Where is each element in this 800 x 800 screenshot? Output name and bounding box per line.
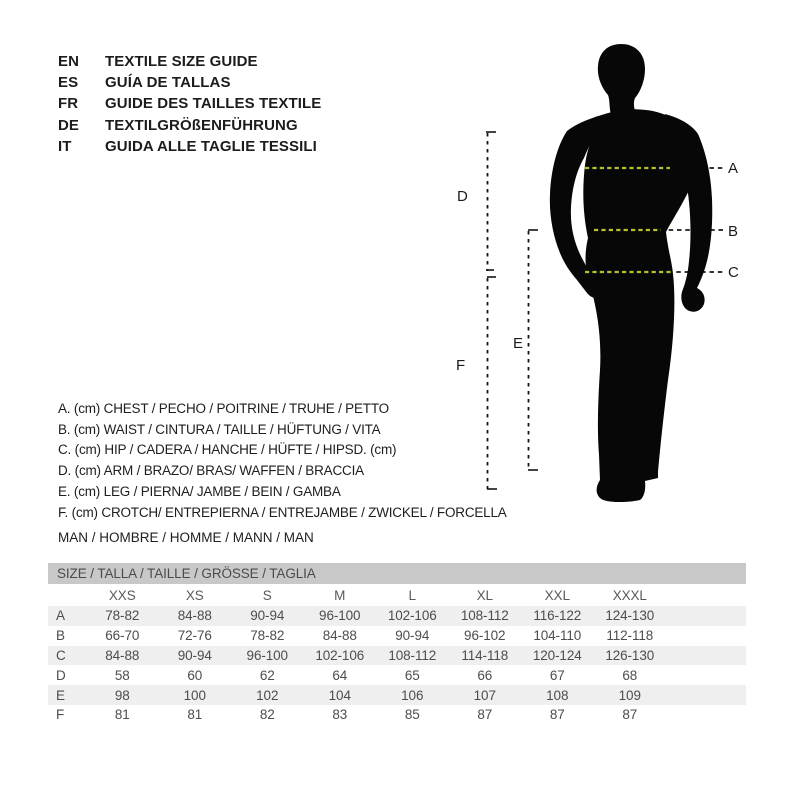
legend-item-crotch: F. (cm) CROTCH/ ENTREPIERNA / ENTREJAMBE / ZWICKEL / FORCELLA [58, 504, 507, 520]
cell: 124-130 [605, 608, 655, 624]
cell: 104 [328, 687, 351, 703]
column-header-xxxl: XXXL [612, 587, 647, 603]
cell: 87 [622, 707, 638, 723]
size-table-title-bar: SIZE / TALLA / TAILLE / GRÖSSE / TAGLIA [48, 563, 746, 584]
cell: 112-118 [606, 628, 654, 644]
legend-item-arm: D. (cm) ARM / BRAZO/ BRAS/ WAFFEN / BRACCIA [58, 463, 364, 479]
size-table-column-header-row [48, 584, 746, 606]
language-code: DE [58, 116, 80, 134]
cell: 108 [546, 687, 569, 703]
column-header-s: S [262, 587, 272, 603]
cell: 108-112 [460, 608, 509, 624]
measure-label-b: B [728, 223, 739, 240]
cell: 68 [622, 667, 638, 683]
row-label: B [56, 628, 65, 644]
cell: 87 [477, 707, 493, 723]
language-code: IT [58, 137, 72, 155]
cell: 109 [618, 687, 641, 703]
cell: 84-88 [177, 608, 212, 624]
cell: 66 [477, 667, 493, 683]
measure-label-d: D [457, 188, 468, 205]
cell: 72-76 [177, 628, 212, 644]
cell: 120-124 [532, 647, 582, 663]
table-row-f [48, 705, 746, 725]
measure-label-c: C [728, 264, 739, 281]
cell: 98 [114, 687, 130, 703]
column-header-xl: XL [476, 587, 493, 603]
language-row-es [58, 72, 321, 93]
cell: 81 [114, 707, 130, 723]
cell: 60 [187, 667, 203, 683]
cell: 84-88 [105, 647, 140, 663]
table-row-e [48, 685, 746, 705]
cell: 102-106 [315, 647, 365, 663]
cell: 78-82 [105, 608, 140, 624]
cell: 81 [187, 707, 203, 723]
row-label: D [56, 667, 66, 683]
guide-title: GUIDE DES TAILLES TEXTILE [105, 95, 322, 113]
cell: 82 [259, 707, 275, 723]
cell: 64 [332, 667, 348, 683]
measure-label-e: E [513, 335, 524, 352]
cell: 90-94 [395, 628, 430, 644]
cell: 102-106 [387, 608, 437, 624]
cell: 83 [332, 707, 348, 723]
gender-heading: MAN / HOMBRE / HOMME / MANN / MAN [58, 530, 314, 545]
table-row-b [48, 626, 746, 646]
row-label: F [56, 707, 65, 723]
column-header-xxl: XXL [544, 587, 570, 603]
language-row-de [58, 115, 321, 136]
cell: 106 [401, 687, 424, 703]
cell: 100 [183, 687, 206, 703]
measurement-legend [58, 398, 507, 523]
row-label: E [56, 687, 65, 703]
cell: 96-100 [319, 608, 361, 624]
legend-item-chest: A. (cm) CHEST / PECHO / POITRINE / TRUHE / PETTO [58, 400, 389, 416]
table-row-d [48, 665, 746, 685]
cell: 78-82 [250, 628, 285, 644]
cell: 126-130 [605, 647, 655, 663]
measure-label-a: A [728, 160, 739, 177]
cell: 107 [473, 687, 496, 703]
cell: 116-122 [533, 608, 582, 624]
cell: 114-118 [461, 647, 509, 663]
legend-item-hip: C. (cm) HIP / CADERA / HANCHE / HÜFTE / HIPSD. (cm) [58, 442, 397, 458]
table-row-a [48, 606, 746, 626]
cell: 87 [549, 707, 565, 723]
cell: 90-94 [177, 647, 212, 663]
cell: 65 [404, 667, 420, 683]
legend-item-waist: B. (cm) WAIST / CINTURA / TAILLE / HÜFTUNG / VITA [58, 421, 381, 437]
row-label: A [56, 608, 65, 624]
column-header-xs: XS [185, 587, 204, 603]
column-header-xxs: XXS [108, 587, 136, 603]
cell: 96-100 [246, 647, 288, 663]
cell: 62 [259, 667, 275, 683]
cell: 58 [114, 667, 130, 683]
cell: 96-102 [464, 628, 506, 644]
language-row-it [58, 136, 321, 157]
language-code: EN [58, 53, 80, 71]
legend-item-leg: E. (cm) LEG / PIERNA/ JAMBE / BEIN / GAMBA [58, 484, 341, 500]
guide-title: GUÍA DE TALLAS [105, 74, 231, 92]
language-row-fr [58, 93, 321, 114]
measure-label-f: F [456, 357, 466, 374]
column-header-l: L [408, 587, 416, 603]
size-table [48, 563, 746, 725]
cell: 102 [256, 687, 279, 703]
guide-title: TEXTILE SIZE GUIDE [105, 53, 258, 71]
column-header-m: M [334, 587, 346, 603]
cell: 108-112 [388, 647, 437, 663]
language-code: ES [58, 74, 79, 92]
language-code: FR [58, 95, 79, 113]
cell: 85 [404, 707, 420, 723]
language-row-en [58, 51, 321, 72]
table-row-c [48, 646, 746, 666]
language-title-block [58, 51, 321, 157]
guide-title: GUIDA ALLE TAGLIE TESSILI [105, 137, 317, 155]
cell: 84-88 [322, 628, 357, 644]
row-label: C [56, 647, 66, 663]
guide-title: TEXTILGRÖßENFÜHRUNG [105, 116, 298, 134]
cell: 66-70 [105, 628, 140, 644]
cell: 90-94 [250, 608, 285, 624]
cell: 104-110 [533, 628, 582, 644]
cell: 67 [549, 667, 565, 683]
